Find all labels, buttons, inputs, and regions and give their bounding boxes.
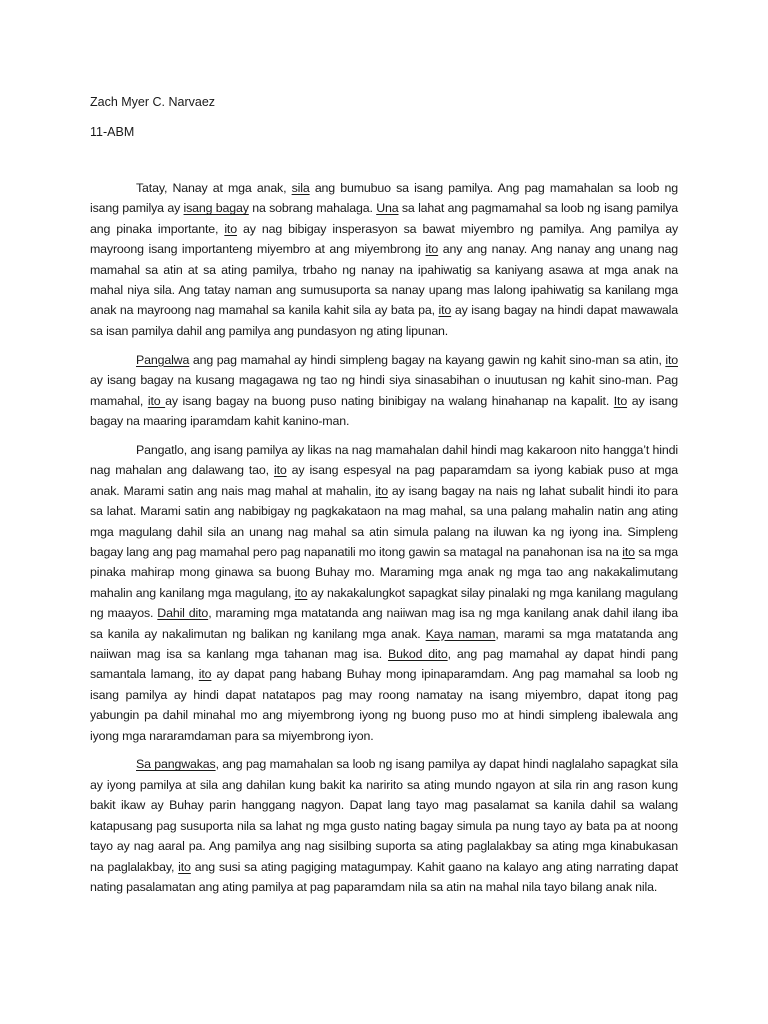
- underlined-text: ito: [425, 242, 439, 257]
- paragraph-text: , ang pag mamahal ay dapat hindi pang samantala lamang,: [90, 646, 679, 682]
- paragraph-text: Pangatlo, ang isang pamilya ay likas na nag mamahalan dahil hindi mag kakaroon nito hangga’t hindi nag mahalan ang dalawang tao,: [90, 442, 678, 478]
- paragraph-text: ay isang bagay na buong puso nating binibigay na walang hinahanap na kapalit.: [165, 393, 614, 408]
- paragraph-text: , ang pag mamahalan sa loob ng isang pamilya ay dapat hindi naglalaho sapagkat sila ay iyong pamilya at sila ang dahilan kung bakit ka naririto sa ating mundo ngayon at sila rin ang rason kung bakit ikaw ay Buhay parin hanggang nagyon. Dapat lang tayo mag pasalamat sa kanila dahil sa walang katapusang pag susuporta nila sa lahat ng mga gusto nating bagay simula pa nung tayo ay bata pa at noong tayo ay nag aaral pa. Ang pamilya ang nag sisilbing suporta sa ating paglalakbay sa ating mga kinabukasan na paglalakbay,: [90, 757, 678, 874]
- paragraph-text: ay nakakalungkot sapagkat silay pinalaki ng mga kanilang magulang ng maayos.: [90, 585, 679, 621]
- underlined-text: Kaya naman: [425, 626, 496, 641]
- paragraph-text: ay dapat pang habang Buhay mong ipinaparamdam. Ang pag mamahal sa loob ng isang pamilya ay hindi dapat natatapos pag may roong namatay na isang miyembro, dapat itong pag yabungin pa dahil minahal mo ang miyembrong iyong ng buong puso mo at hindi simpleng ibalewala ang iyong mga nararamdaman para sa miyembrong iyon.: [90, 667, 679, 743]
- paragraph-text: Tatay, Nanay at mga anak,: [136, 181, 292, 195]
- essay-paragraph: [90, 440, 678, 746]
- underlined-text: ito: [224, 221, 237, 236]
- underlined-text: ito: [294, 585, 308, 600]
- paragraph-text: ay isang bagay na nais ng lahat subalit hindi ito para sa lahat. Marami satin ang nabibigay ng pagkakataon na mag mahal, sa una palang mahalin natin ang ating mga magulang dahil sila an unang nag mahal sa atin simula palang na iluwan ka ng iyong ina. Simpleng bagay lang ang pag mamahal pero pag napanatili mo itong gawin sa matagal na panahonan isa na: [90, 483, 678, 559]
- essay-paragraph: [90, 350, 678, 432]
- underlined-text: isang bagay: [183, 201, 249, 216]
- underlined-text: ito: [178, 859, 191, 874]
- underlined-text: Ito: [613, 393, 628, 408]
- underlined-text: ito: [147, 393, 166, 408]
- underlined-text: ito: [622, 544, 635, 559]
- paragraph-text: ay isang espesyal na pag paparamdam sa iyong kabiak puso at mga anak. Marami satin ang nais mag mahal at mahalin,: [90, 463, 678, 498]
- class-section: 11-ABM: [90, 125, 135, 139]
- paragraph-text: sa mga pinaka mahirap mong ginawa sa buong Buhay mo. Maraming mga anak ng mga tao ang nakakalimutang mahalin ang kanilang mga magulang,: [90, 544, 678, 600]
- underlined-text: ito: [273, 463, 287, 478]
- underlined-text: ito: [665, 352, 678, 367]
- underlined-text: sila: [291, 181, 310, 195]
- paragraph-text: sa lahat ang pagmamahal sa loob ng isang pamilya ang pinaka importante,: [90, 201, 678, 236]
- underlined-text: Dahil dito: [157, 606, 209, 621]
- paragraph-text: ay nag bibigay insperasyon sa bawat miyembro ng pamilya. Ang pamilya ay mayroong isang importanteng miyembro at ang miyembrong: [90, 221, 679, 257]
- paragraph-text: any ang nanay. Ang nanay ang unang nag mamahal sa atin at sa ating pamilya, trbaho ng nanay na ipahiwatig sa kaniyang asawa at mga anak na mahal niya sila. Ang tatay naman ang sumusuporta sa nanay upang mas lalong ipahiwatig sa kanilang mga anak na mayroong nag mamahal sa kanila kahit sila ay bata pa,: [90, 242, 678, 318]
- paragraph-text: , marami sa mga matatanda ang naiiwan mag isa sa kanlang mga tahanan mag isa.: [90, 626, 678, 661]
- author-name: Zach Myer C. Narvaez: [90, 95, 216, 109]
- underlined-text: Pangalwa: [136, 352, 190, 367]
- paragraph-text: ang susi sa ating pagiging matagumpay. Kahit gaano na kalayo ang ating narrating dapat nating pasalamatan ang ating pamilya at pag paparamdam nila sa atin na mahal nila tayo bilang anak nila.: [90, 859, 678, 894]
- underlined-text: ito: [198, 667, 212, 682]
- paragraph-text: ay isang bagay na hindi dapat mawawala sa isan pamilya dahil ang pamilya ang pundasyon ng ating lipunan.: [90, 303, 679, 338]
- paragraph-text: , maraming mga matatanda ang naiiwan mag isa ng mga kanilang anak dahil ilang iba sa kanila ay nakalimutan ng balikan ng kanilang mga anak.: [90, 606, 678, 641]
- underlined-text: Sa pangwakas: [136, 757, 216, 772]
- underlined-text: ito: [375, 483, 388, 498]
- essay-body: [90, 178, 678, 906]
- underlined-text: Bukod dito: [387, 646, 448, 661]
- paragraph-text: ang pag mamahal ay hindi simpleng bagay na kayang gawin ng kahit sino-man sa atin,: [189, 352, 666, 367]
- underlined-text: ito: [438, 303, 452, 318]
- paragraph-text: na sobrang mahalaga.: [248, 201, 377, 216]
- essay-paragraph: [90, 754, 678, 897]
- paragraph-text: ay isang bagay na kusang magagawa ng tao ng hindi siya sinasabihan o inuutusan ng kahit sino-man. Pag mamahal,: [90, 373, 678, 408]
- essay-paragraph: [90, 178, 678, 341]
- paragraph-text: ay isang bagay na maaring iparamdam kahit kanino-man.: [90, 393, 678, 428]
- paragraph-text: ang bumubuo sa isang pamilya. Ang pag mamahalan sa loob ng isang pamilya ay: [90, 181, 678, 216]
- underlined-text: Una: [376, 201, 399, 216]
